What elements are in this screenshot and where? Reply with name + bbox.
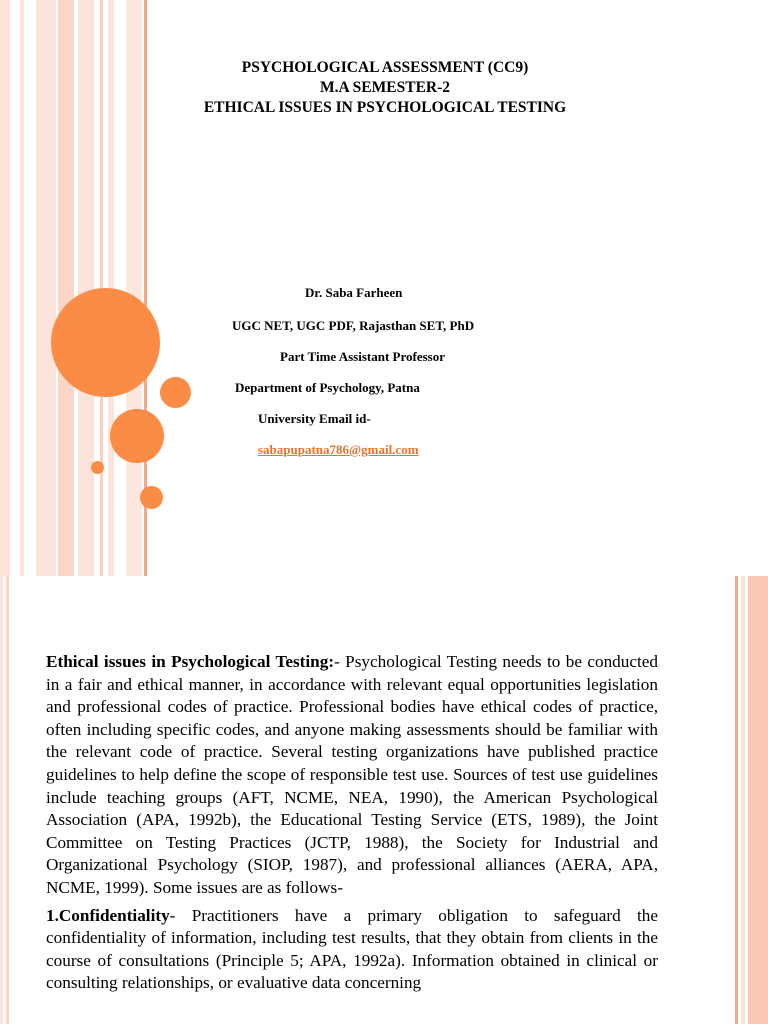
- paragraph-heading: 1.Confidentiality: [46, 905, 170, 925]
- author-qualifications: UGC NET, UGC PDF, Rajasthan SET, PhD: [232, 318, 475, 333]
- email-link[interactable]: sabapupatna786@gmail.com: [258, 442, 419, 457]
- paragraph-body: - Practitioners have a primary obligation to safeguard the confidentiality of information, including test results, that they obtain from clients in the course of consultations (Principle 5; APA, 1992a). Information obtained in clinical or consulting relationships, or evaluative data concerning: [46, 905, 658, 993]
- content-slide: [0, 576, 768, 1024]
- email-label: University Email id-: [258, 411, 371, 426]
- paragraph-confidentiality: [46, 905, 658, 995]
- paragraph-ethical-issues: [46, 651, 658, 900]
- body-text: [46, 651, 658, 1000]
- author-name: Dr. Saba Farheen: [305, 285, 403, 300]
- title-line-semester: M.A SEMESTER-2: [319, 79, 451, 96]
- paragraph-body: - Psychological Testing needs to be conducted in a fair and ethical manner, in accordance with relevant equal opportunities legislation and professional codes of practice. Professional bodies have ethical codes of practice, often including specific codes, and anyone making assessments should be familiar with the relevant code of practice. Several testing organizations have published practice guidelines to help define the scope of responsible test use. Sources of test use guidelines include teaching groups (AFT, NCME, NEA, 1990), the American Psychological Association (APA, 1992b), the Educational Testing Service (ETS, 1989), the Joint Committee on Testing Practices (JCTP, 1988), the Society for Industrial and Organizational Psychology (SIOP, 1987), and professional alliances (AERA, APA, NCME, 1999). Some issues are as follows-: [46, 652, 658, 897]
- decorative-circle-large: [51, 288, 160, 397]
- author-position: Part Time Assistant Professor: [280, 349, 446, 364]
- title-line-topic: ETHICAL ISSUES IN PSYCHOLOGICAL TESTING: [203, 99, 567, 116]
- decorative-circle-medium: [110, 409, 164, 463]
- author-department: Department of Psychology, Patna: [235, 380, 420, 395]
- paragraph-heading: Ethical issues in Psychological Testing:: [46, 652, 335, 671]
- title-line-course: PSYCHOLOGICAL ASSESSMENT (CC9): [241, 59, 529, 76]
- decorative-circle-small: [160, 377, 191, 408]
- slide-title: [150, 58, 620, 118]
- decorative-stripes: [0, 0, 150, 576]
- decorative-circle-tiny: [91, 461, 104, 474]
- decorative-circle-small-2: [140, 486, 163, 509]
